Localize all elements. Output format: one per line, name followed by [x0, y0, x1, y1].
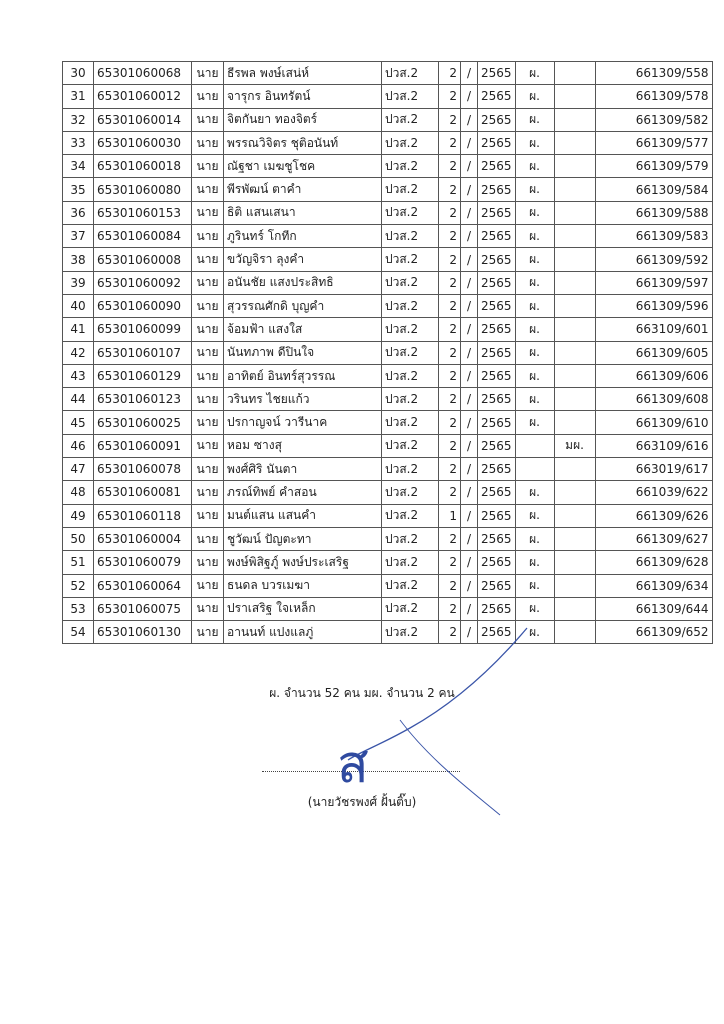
result-cell: ผ. [515, 527, 554, 550]
year-cell: 2565 [478, 621, 516, 644]
level-cell: ปวส.2 [382, 504, 439, 527]
student-name-cell: ปรกาญจน์ วารีนาค [224, 411, 382, 434]
document-number-cell: 661309/579 [595, 155, 712, 178]
level-cell: ปวส.2 [382, 108, 439, 131]
student-id-cell: 65301060014 [94, 108, 192, 131]
row-number-cell: 52 [63, 574, 94, 597]
term-cell: 2 [439, 155, 461, 178]
title-prefix-cell: นาย [192, 388, 224, 411]
student-name-cell: ปราเสริฐ ใจเหล็ก [224, 597, 382, 620]
document-number-cell: 661309/626 [595, 504, 712, 527]
term-cell: 2 [439, 225, 461, 248]
result-cell: ผ. [515, 248, 554, 271]
student-id-cell: 65301060080 [94, 178, 192, 201]
result-cell: ผ. [515, 62, 554, 85]
row-number-cell: 53 [63, 597, 94, 620]
student-name-cell: พงศ์ศิริ นันตา [224, 458, 382, 481]
title-prefix-cell: นาย [192, 62, 224, 85]
row-number-cell: 39 [63, 271, 94, 294]
slash-cell: / [461, 458, 478, 481]
document-number-cell: 661309/597 [595, 271, 712, 294]
row-number-cell: 40 [63, 294, 94, 317]
row-number-cell: 32 [63, 108, 94, 131]
result-cell: ผ. [515, 108, 554, 131]
title-prefix-cell: นาย [192, 504, 224, 527]
title-prefix-cell: นาย [192, 225, 224, 248]
slash-cell: / [461, 574, 478, 597]
slash-cell: / [461, 178, 478, 201]
term-cell: 2 [439, 248, 461, 271]
document-number-cell: 661309/588 [595, 201, 712, 224]
row-number-cell: 54 [63, 621, 94, 644]
student-name-cell: สุวรรณศักดิ บุญคำ [224, 294, 382, 317]
title-prefix-cell: นาย [192, 551, 224, 574]
diagonal-stroke [348, 628, 527, 760]
row-number-cell: 46 [63, 434, 94, 457]
slash-cell: / [461, 364, 478, 387]
student-name-cell: พีรพัฒน์ ตาคำ [224, 178, 382, 201]
year-cell: 2565 [478, 551, 516, 574]
student-id-cell: 65301060018 [94, 155, 192, 178]
slash-cell: / [461, 527, 478, 550]
slash-cell: / [461, 388, 478, 411]
level-cell: ปวส.2 [382, 155, 439, 178]
result-cell: ผ. [515, 551, 554, 574]
row-number-cell: 43 [63, 364, 94, 387]
year-cell: 2565 [478, 458, 516, 481]
slash-cell: / [461, 434, 478, 457]
result-cell: ผ. [515, 271, 554, 294]
row-number-cell: 42 [63, 341, 94, 364]
student-name-cell: พรรณวิจิตร ชุติอนันท์ [224, 131, 382, 154]
year-cell: 2565 [478, 271, 516, 294]
row-number-cell: 34 [63, 155, 94, 178]
document-number-cell: 663109/616 [595, 434, 712, 457]
level-cell: ปวส.2 [382, 271, 439, 294]
student-id-cell: 65301060091 [94, 434, 192, 457]
year-cell: 2565 [478, 504, 516, 527]
level-cell: ปวส.2 [382, 411, 439, 434]
term-cell: 2 [439, 364, 461, 387]
level-cell: ปวส.2 [382, 388, 439, 411]
term-cell: 2 [439, 108, 461, 131]
student-name-cell: จิตกันยา ทองจิตร์ [224, 108, 382, 131]
document-number-cell: 661309/610 [595, 411, 712, 434]
level-cell: ปวส.2 [382, 85, 439, 108]
title-prefix-cell: นาย [192, 621, 224, 644]
result-cell: ผ. [515, 294, 554, 317]
title-prefix-cell: นาย [192, 574, 224, 597]
row-number-cell: 33 [63, 131, 94, 154]
year-cell: 2565 [478, 108, 516, 131]
row-number-cell: 48 [63, 481, 94, 504]
row-number-cell: 45 [63, 411, 94, 434]
level-cell: ปวส.2 [382, 597, 439, 620]
year-cell: 2565 [478, 574, 516, 597]
student-name-cell: ขวัญจิรา ลุงคำ [224, 248, 382, 271]
student-name-cell: หอม ซางสุ [224, 434, 382, 457]
term-cell: 2 [439, 178, 461, 201]
student-name-cell: วรินทร ไชยแก้ว [224, 388, 382, 411]
slash-cell: / [461, 481, 478, 504]
year-cell: 2565 [478, 318, 516, 341]
term-cell: 2 [439, 527, 461, 550]
result-cell: ผ. [515, 388, 554, 411]
student-id-cell: 65301060068 [94, 62, 192, 85]
slash-cell: / [461, 155, 478, 178]
student-id-cell: 65301060075 [94, 597, 192, 620]
result-cell: ผ. [515, 178, 554, 201]
title-prefix-cell: นาย [192, 108, 224, 131]
student-id-cell: 65301060079 [94, 551, 192, 574]
student-id-cell: 65301060078 [94, 458, 192, 481]
year-cell: 2565 [478, 411, 516, 434]
student-name-cell: อานนท์ แปงแลภู่ [224, 621, 382, 644]
level-cell: ปวส.2 [382, 131, 439, 154]
title-prefix-cell: นาย [192, 178, 224, 201]
title-prefix-cell: นาย [192, 248, 224, 271]
slash-cell: / [461, 131, 478, 154]
result-cell: ผ. [515, 621, 554, 644]
student-name-cell: ธิติ แสนเสนา [224, 201, 382, 224]
title-prefix-cell: นาย [192, 85, 224, 108]
document-number-cell: 661309/578 [595, 85, 712, 108]
year-cell: 2565 [478, 62, 516, 85]
title-prefix-cell: นาย [192, 411, 224, 434]
year-cell: 2565 [478, 201, 516, 224]
term-cell: 2 [439, 434, 461, 457]
student-id-cell: 65301060004 [94, 527, 192, 550]
document-number-cell: 661039/622 [595, 481, 712, 504]
student-id-cell: 65301060092 [94, 271, 192, 294]
level-cell: ปวส.2 [382, 434, 439, 457]
slash-cell: / [461, 271, 478, 294]
student-id-cell: 65301060008 [94, 248, 192, 271]
document-number-cell: 661309/558 [595, 62, 712, 85]
level-cell: ปวส.2 [382, 201, 439, 224]
result-cell: ผ. [515, 155, 554, 178]
year-cell: 2565 [478, 388, 516, 411]
student-name-cell: ธนดล บวรเมฆา [224, 574, 382, 597]
slash-cell: / [461, 318, 478, 341]
title-prefix-cell: นาย [192, 527, 224, 550]
student-id-cell: 65301060099 [94, 318, 192, 341]
student-id-cell: 65301060129 [94, 364, 192, 387]
student-id-cell: 65301060084 [94, 225, 192, 248]
title-prefix-cell: นาย [192, 481, 224, 504]
slash-cell: / [461, 411, 478, 434]
year-cell: 2565 [478, 248, 516, 271]
year-cell: 2565 [478, 434, 516, 457]
result-cell: ผ. [515, 341, 554, 364]
result-cell: ผ. [515, 574, 554, 597]
level-cell: ปวส.2 [382, 551, 439, 574]
title-prefix-cell: นาย [192, 341, 224, 364]
year-cell: 2565 [478, 131, 516, 154]
student-id-cell: 65301060064 [94, 574, 192, 597]
document-number-cell: 663019/617 [595, 458, 712, 481]
document-number-cell: 661309/606 [595, 364, 712, 387]
result-alt-cell: มผ. [554, 434, 595, 457]
level-cell: ปวส.2 [382, 318, 439, 341]
term-cell: 2 [439, 271, 461, 294]
student-id-cell: 65301060090 [94, 294, 192, 317]
year-cell: 2565 [478, 294, 516, 317]
row-number-cell: 38 [63, 248, 94, 271]
student-id-cell: 65301060025 [94, 411, 192, 434]
student-id-cell: 65301060153 [94, 201, 192, 224]
term-cell: 2 [439, 85, 461, 108]
student-name-cell: ชูวัฒน์ ปัญตะทา [224, 527, 382, 550]
term-cell: 2 [439, 481, 461, 504]
title-prefix-cell: นาย [192, 131, 224, 154]
year-cell: 2565 [478, 155, 516, 178]
level-cell: ปวส.2 [382, 458, 439, 481]
year-cell: 2565 [478, 225, 516, 248]
document-number-cell: 663109/601 [595, 318, 712, 341]
document-number-cell: 661309/577 [595, 131, 712, 154]
level-cell: ปวส.2 [382, 341, 439, 364]
term-cell: 2 [439, 551, 461, 574]
title-prefix-cell: นาย [192, 201, 224, 224]
result-cell: ผ. [515, 364, 554, 387]
document-number-cell: 661309/582 [595, 108, 712, 131]
slash-cell: / [461, 201, 478, 224]
student-name-cell: ณัฐชา เมฆชูโชค [224, 155, 382, 178]
year-cell: 2565 [478, 364, 516, 387]
student-name-cell: นันทภาพ ดีปินใจ [224, 341, 382, 364]
level-cell: ปวส.2 [382, 62, 439, 85]
document-number-cell: 661309/644 [595, 597, 712, 620]
level-cell: ปวส.2 [382, 364, 439, 387]
student-id-cell: 65301060012 [94, 85, 192, 108]
row-number-cell: 35 [63, 178, 94, 201]
term-cell: 2 [439, 597, 461, 620]
student-name-cell: ภรณ์ทิพย์ คำสอน [224, 481, 382, 504]
result-cell: ผ. [515, 481, 554, 504]
slash-cell: / [461, 294, 478, 317]
term-cell: 2 [439, 341, 461, 364]
slash-cell: / [461, 621, 478, 644]
student-id-cell: 65301060107 [94, 341, 192, 364]
level-cell: ปวส.2 [382, 178, 439, 201]
slash-cell: / [461, 597, 478, 620]
level-cell: ปวส.2 [382, 574, 439, 597]
slash-cell: / [461, 551, 478, 574]
slash-cell: / [461, 85, 478, 108]
term-cell: 2 [439, 574, 461, 597]
result-cell: ผ. [515, 225, 554, 248]
result-cell: ผ. [515, 504, 554, 527]
student-name-cell: พงษ์พิสิฐภู์ พงษ์ประเสริฐ [224, 551, 382, 574]
summary-line: ผ. จำนวน 52 คน มผ. จำนวน 2 คน [269, 686, 455, 700]
student-name-cell: ภูรินทร์ โกทีก [224, 225, 382, 248]
year-cell: 2565 [478, 341, 516, 364]
term-cell: 1 [439, 504, 461, 527]
slash-cell: / [461, 62, 478, 85]
result-cell: ผ. [515, 318, 554, 341]
term-cell: 2 [439, 621, 461, 644]
term-cell: 2 [439, 201, 461, 224]
year-cell: 2565 [478, 527, 516, 550]
level-cell: ปวส.2 [382, 225, 439, 248]
title-prefix-cell: นาย [192, 434, 224, 457]
result-cell: ผ. [515, 131, 554, 154]
row-number-cell: 41 [63, 318, 94, 341]
level-cell: ปวส.2 [382, 294, 439, 317]
row-number-cell: 50 [63, 527, 94, 550]
term-cell: 2 [439, 411, 461, 434]
document-number-cell: 661309/584 [595, 178, 712, 201]
student-name-cell: อาทิตย์ อินทร์สุวรรณ [224, 364, 382, 387]
row-number-cell: 30 [63, 62, 94, 85]
student-name-cell: จารุกร อินทรัตน์ [224, 85, 382, 108]
student-id-cell: 65301060130 [94, 621, 192, 644]
student-id-cell: 65301060118 [94, 504, 192, 527]
document-number-cell: 661309/596 [595, 294, 712, 317]
student-name-cell: มนต์แสน แสนคำ [224, 504, 382, 527]
student-id-cell: 65301060030 [94, 131, 192, 154]
document-number-cell: 661309/652 [595, 621, 712, 644]
term-cell: 2 [439, 62, 461, 85]
result-cell: ผ. [515, 597, 554, 620]
document-number-cell: 661309/583 [595, 225, 712, 248]
term-cell: 2 [439, 294, 461, 317]
level-cell: ปวส.2 [382, 481, 439, 504]
row-number-cell: 31 [63, 85, 94, 108]
year-cell: 2565 [478, 597, 516, 620]
slash-cell: / [461, 108, 478, 131]
year-cell: 2565 [478, 85, 516, 108]
result-cell: ผ. [515, 411, 554, 434]
title-prefix-cell: นาย [192, 271, 224, 294]
student-name-cell: จ้อมฟ้า แสงใส [224, 318, 382, 341]
row-number-cell: 49 [63, 504, 94, 527]
document-number-cell: 661309/627 [595, 527, 712, 550]
diagonal-stroke-tail [400, 720, 500, 815]
student-id-cell: 65301060123 [94, 388, 192, 411]
slash-cell: / [461, 341, 478, 364]
level-cell: ปวส.2 [382, 248, 439, 271]
student-id-cell: 65301060081 [94, 481, 192, 504]
signature-glyph: ส [337, 735, 369, 795]
slash-cell: / [461, 248, 478, 271]
slash-cell: / [461, 225, 478, 248]
student-name-cell: อนันชัย แสงประสิทธิ [224, 271, 382, 294]
document-number-cell: 661309/605 [595, 341, 712, 364]
level-cell: ปวส.2 [382, 621, 439, 644]
title-prefix-cell: นาย [192, 318, 224, 341]
title-prefix-cell: นาย [192, 597, 224, 620]
document-number-cell: 661309/608 [595, 388, 712, 411]
year-cell: 2565 [478, 481, 516, 504]
row-number-cell: 37 [63, 225, 94, 248]
document-number-cell: 661309/628 [595, 551, 712, 574]
row-number-cell: 44 [63, 388, 94, 411]
result-cell: ผ. [515, 201, 554, 224]
row-number-cell: 51 [63, 551, 94, 574]
document-number-cell: 661309/634 [595, 574, 712, 597]
title-prefix-cell: นาย [192, 155, 224, 178]
term-cell: 2 [439, 131, 461, 154]
document-number-cell: 661309/592 [595, 248, 712, 271]
year-cell: 2565 [478, 178, 516, 201]
level-cell: ปวส.2 [382, 527, 439, 550]
title-prefix-cell: นาย [192, 364, 224, 387]
signer-name: (นายวัชรพงศ์ ฝั้นติ๊บ) [307, 795, 417, 809]
title-prefix-cell: นาย [192, 294, 224, 317]
term-cell: 2 [439, 388, 461, 411]
term-cell: 2 [439, 458, 461, 481]
slash-cell: / [461, 504, 478, 527]
row-number-cell: 36 [63, 201, 94, 224]
term-cell: 2 [439, 318, 461, 341]
row-number-cell: 47 [63, 458, 94, 481]
result-cell: ผ. [515, 85, 554, 108]
title-prefix-cell: นาย [192, 458, 224, 481]
student-name-cell: ธีรพล พงษ์เสน่ห์ [224, 62, 382, 85]
